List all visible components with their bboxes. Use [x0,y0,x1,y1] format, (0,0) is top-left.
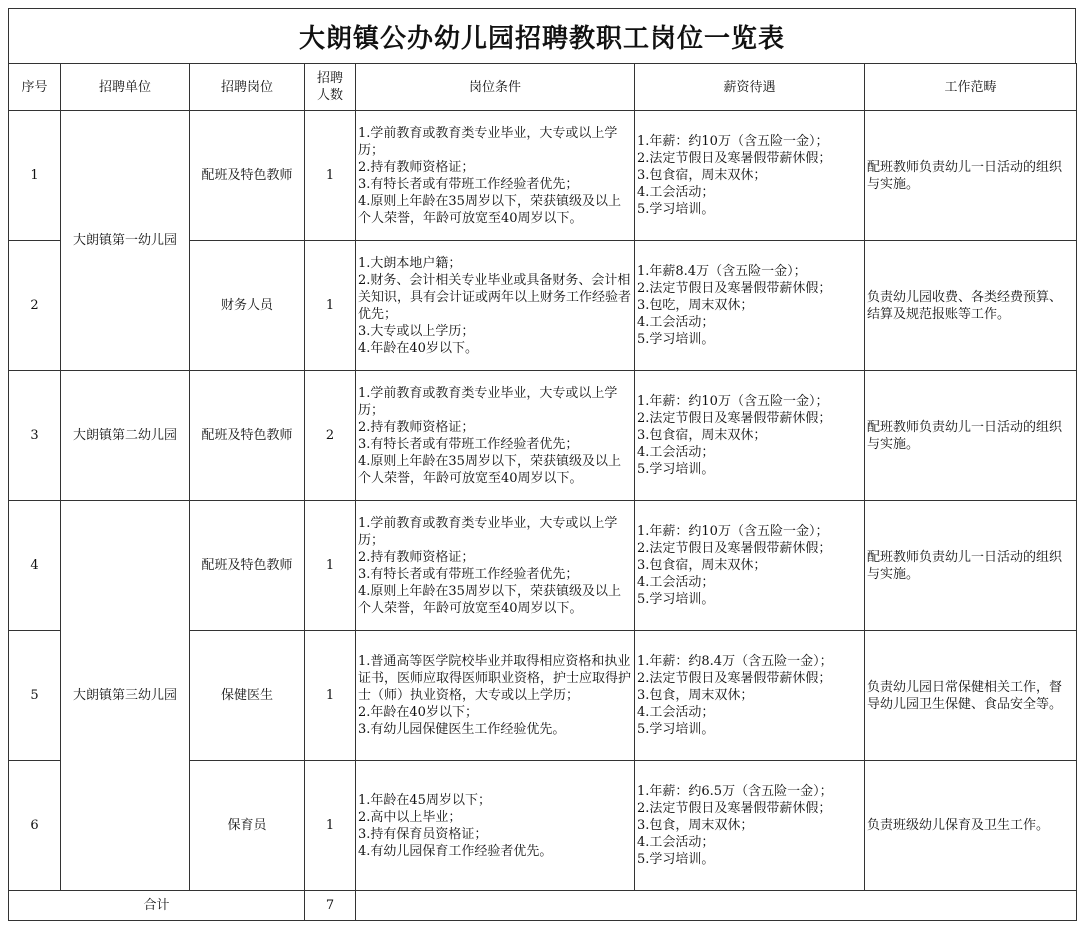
scope-cell: 配班教师负责幼儿一日活动的组织与实施。 [865,501,1077,631]
unit-cell: 大朗镇第二幼儿园 [61,371,190,501]
unit-cell: 大朗镇第一幼儿园 [61,111,190,371]
count-cell: 1 [305,631,356,761]
row-no: 2 [9,241,61,371]
row-no: 4 [9,501,61,631]
page-title: 大朗镇公办幼儿园招聘教职工岗位一览表 [8,8,1076,63]
table-row [9,501,1077,631]
recruitment-sheet [8,8,1076,921]
conditions-cell: 1.年龄在45周岁以下； 2.高中以上毕业； 3.持有保育员资格证； 4.有幼儿园保育工作经验者优先。 [356,761,635,891]
positions-table [8,63,1077,921]
post-cell: 配班及特色教师 [190,371,305,501]
scope-cell: 配班教师负责幼儿一日活动的组织与实施。 [865,371,1077,501]
row-no: 3 [9,371,61,501]
header-no: 序号 [9,64,61,111]
row-no: 5 [9,631,61,761]
salary-cell: 1.年薪：约10万（含五险一金）； 2.法定节假日及寒暑假带薪休假； 3.包食宿，周末双休； 4.工会活动； 5.学习培训。 [635,501,865,631]
row-no: 6 [9,761,61,891]
count-cell: 2 [305,371,356,501]
salary-cell: 1.年薪：约10万（含五险一金）； 2.法定节假日及寒暑假带薪休假； 3.包食宿，周末双休； 4.工会活动； 5.学习培训。 [635,371,865,501]
conditions-cell: 1.学前教育或教育类专业毕业，大专或以上学历； 2.持有教师资格证； 3.有特长者或有带班工作经验者优先； 4.原则上年龄在35周岁以下，荣获镇级及以上个人荣誉，年龄可放宽至40周岁以下。 [356,501,635,631]
salary-cell: 1.年薪：约8.4万（含五险一金）； 2.法定节假日及寒暑假带薪休假； 3.包食，周末双休； 4.工会活动； 5.学习培训。 [635,631,865,761]
scope-cell: 负责幼儿园收费、各类经费预算、结算及规范报账等工作。 [865,241,1077,371]
scope-cell: 负责幼儿园日常保健相关工作，督导幼儿园卫生保健、食品安全等。 [865,631,1077,761]
total-label: 合计 [9,891,305,921]
header-scope: 工作范畴 [865,64,1077,111]
header-salary: 薪资待遇 [635,64,865,111]
post-cell: 财务人员 [190,241,305,371]
post-cell: 保健医生 [190,631,305,761]
conditions-cell: 1.学前教育或教育类专业毕业，大专或以上学历； 2.持有教师资格证； 3.有特长者或有带班工作经验者优先； 4.原则上年龄在35周岁以下，荣获镇级及以上个人荣誉，年龄可放宽至40周岁以下。 [356,111,635,241]
table-row [9,371,1077,501]
scope-cell: 配班教师负责幼儿一日活动的组织与实施。 [865,111,1077,241]
total-row [9,891,1077,921]
count-cell: 1 [305,111,356,241]
table-row [9,111,1077,241]
total-count: 7 [305,891,356,921]
count-cell: 1 [305,501,356,631]
count-cell: 1 [305,761,356,891]
conditions-cell: 1.大朗本地户籍； 2.财务、会计相关专业毕业或具备财务、会计相关知识，具有会计证或两年以上财务工作经验者优先； 3.大专或以上学历； 4.年龄在40岁以下。 [356,241,635,371]
header-conditions: 岗位条件 [356,64,635,111]
scope-cell: 负责班级幼儿保育及卫生工作。 [865,761,1077,891]
header-count: 招聘 人数 [305,64,356,111]
salary-cell: 1.年薪：约10万（含五险一金）； 2.法定节假日及寒暑假带薪休假； 3.包食宿，周末双休； 4.工会活动； 5.学习培训。 [635,111,865,241]
total-empty-cell [356,891,1077,921]
post-cell: 配班及特色教师 [190,111,305,241]
salary-cell: 1.年薪8.4万（含五险一金）； 2.法定节假日及寒暑假带薪休假； 3.包吃，周末双休； 4.工会活动； 5.学习培训。 [635,241,865,371]
header-post: 招聘岗位 [190,64,305,111]
unit-cell: 大朗镇第三幼儿园 [61,501,190,891]
post-cell: 保育员 [190,761,305,891]
conditions-cell: 1.普通高等医学院校毕业并取得相应资格和执业证书，医师应取得医师职业资格，护士应取得护士（师）执业资格，大专或以上学历； 2.年龄在40岁以下； 3.有幼儿园保健医生工作经验优先。 [356,631,635,761]
count-cell: 1 [305,241,356,371]
header-unit: 招聘单位 [61,64,190,111]
conditions-cell: 1.学前教育或教育类专业毕业，大专或以上学历； 2.持有教师资格证； 3.有特长者或有带班工作经验者优先； 4.原则上年龄在35周岁以下，荣获镇级及以上个人荣誉，年龄可放宽至40周岁以下。 [356,371,635,501]
post-cell: 配班及特色教师 [190,501,305,631]
row-no: 1 [9,111,61,241]
header-row [9,64,1077,111]
salary-cell: 1.年薪：约6.5万（含五险一金）； 2.法定节假日及寒暑假带薪休假； 3.包食，周末双休； 4.工会活动； 5.学习培训。 [635,761,865,891]
